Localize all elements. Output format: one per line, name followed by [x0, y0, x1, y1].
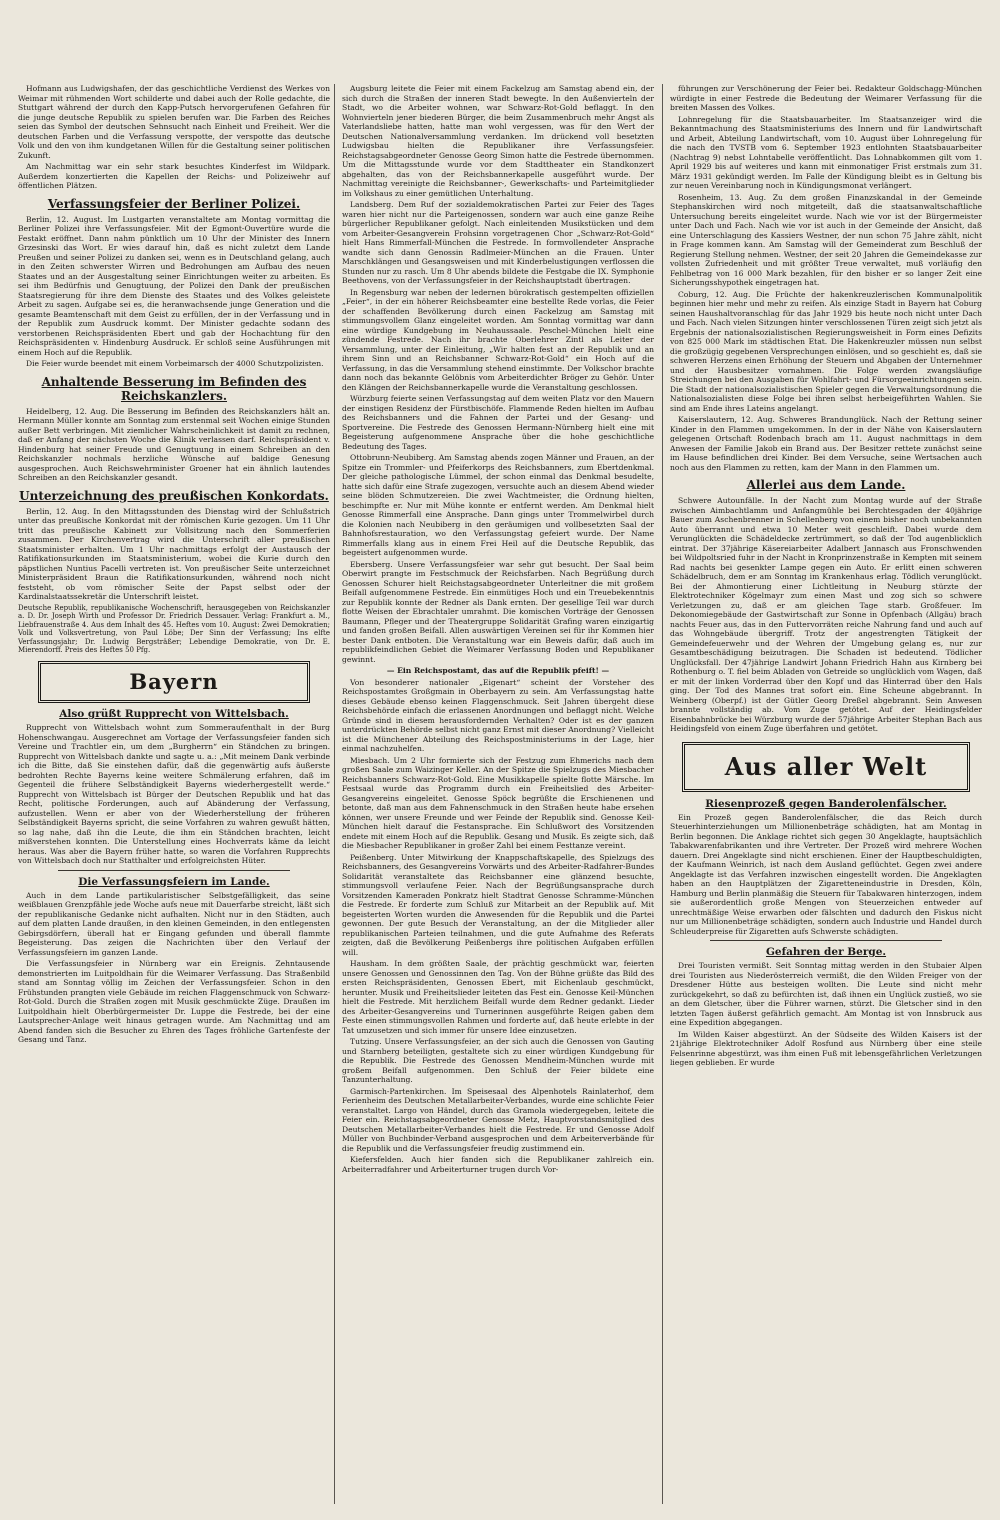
article-text: Von besonderer nationaler „Eigenart“ scheint der Vorsteher des Reichspostamtes Großgmain in Oberbayern zu sein. Am Verfassungstag hatte dieses Gebäude ebenso keinen Flaggenschmuck. Seit Jahren übergeht diese Reichsbehörde einfach die erlassenen Anordnungen und beflaggt nicht. Welche Gründe sind in diesem herausfordernden Verhalten? Oder ist es der ganzen unterdrückten Behörde selbst nicht ganz Ernst mit dieser Anordnung? Vielleicht ist die Münchener Abteilung des Reichspostministeriums in der Lage, hier einmal nachzuhelfen.: [342, 677, 654, 753]
article-text: Würzburg feierte seinen Verfassungstag auf dem weiten Platz vor den Mauern der einstigen Residenz der Fürstbischöfe. Flammende Reden hielten im Aufbau des Reichsbanners und die Fahnen der Partei und der Gesang- und Sportvereine. Die Festrede des Genossen Hermann-Nürnberg hielt eine mit Begeisterung aufgenommene Ansprache über die hohe geschichtliche Bedeutung des Tages.: [342, 394, 654, 451]
article-text: Hausham. In dem größten Saale, der prächtig geschmückt war, feierten unsere Genossen und Genossinnen den Tag. Von der Bühne grüßte das Bild des ersten Reichspräsidenten, Genossen Ebert, mit Eichenlaub geschmückt, herunter. Musik und Freiheitslieder leiteten das Fest ein. Genosse Keil-München hielt die Festrede. Mit herzlichem Beifall wurde dem Redner gedankt. Lieder des Arbeiter-Gesangvereins und Turnerinnen ausgeführte Reigen gaben dem Feste einen stimmungsvollen Rahmen und forderte auf, daß heute erlebte in der Tat umzusetzen und sich immer für unsere Idee einzusetzen.: [342, 959, 654, 1035]
article-text: Hofmann aus Ludwigshafen, der das geschichtliche Verdienst des Werkes von Weimar mit rühmenden Wort schilderte und dabei auch der Rolle gedachte, die Stuttgart während der durch den Kapp-Putsch hervorgerufenen Gefahren für die junge deutsche Republik zu spielen berufen war. Die Farben des Reiches seien das Symbol der deutschen Sehnsucht nach Einheit und Freiheit. Wer die deutschen Farben und die Verfassung verspotte, der verspotte das deutsche Volk und den von ihm kundgetanen Willen für die Gestaltung seiner politischen Zukunft.: [18, 84, 330, 160]
notice-text: Deutsche Republik, republikanische Wochenschrift, herausgegeben von Reichskanzler a. D. Dr. Joseph Wirth und Professor Dr. Friedrich Dessauer. Verlag: Frankfurt a. M., Liebfrauenstraße 4. Aus dem Inhalt des 45. Heftes vom 10. August: Zwei Demokratien; Volk und Volksvertretung, von Paul Löbe; Der Sinn der Verfassung; Ins elfte Verfassungsjahr; Dr. Ludwig Bergsträßer; Lebendige Demokratie, von Dr. E. Mierendorff. Preis des Heftes 50 Pfg.: [18, 603, 330, 655]
article-text: Heidelberg, 12. Aug. Die Besserung im Befinden des Reichskanzlers hält an. Hermann Müller konnte am Sonntag zum erstenmal seit Wochen einige Stunden außer Bett verbringen. Mit ziemlicher Wahrscheinlichkeit ist damit zu rechnen, daß er Anfang der nächsten Woche die Klinik verlassen darf. Reichspräsident v. Hindenburg hat seiner Freude und Genugtuung in einem Schreiben an den Reichskanzler nochmals herzliche Wünsche auf baldige Genesung ausgesprochen. Auch Reichswehrminister Groener hat ein ähnlich lautendes Schreiben an den Reichskanzler gesandt.: [18, 406, 330, 482]
divider: [710, 940, 942, 941]
section-box-aus-aller-welt: Aus aller Welt: [682, 742, 970, 792]
article-text: Rosenheim, 13. Aug. Zu dem großen Finanzskandal in der Gemeinde Stephanskirchen wird noch mitgeteilt, daß die staatsanwaltschaftliche Untersuchung bereits eingeleitet wurde. Nach wie vor ist der Bürgermeister unter Dach und Fach. Nach wie vor ist auch in der Gemeinde der Ansicht, daß eine Unterschlagung des Kassiers Westner, der nun schon 75 Jahre zählt, nicht in Frage kommen kann. Am Samstag will der Gemeinderat zum Beschluß der Regierung Stellung nehmen. Westner, der seit 20 Jahren die Gemeindekasse zur vollsten Zufriedenheit und mit größter Treue verwaltet, muß vorläufig den Fehlbetrag von 16 000 Mark bezahlen, für den bisher er so langer Zeit eine Sicherungsshypothek eingetragen hat.: [670, 192, 982, 287]
article-text: Lohnregelung für die Staatsbauarbeiter. Im Staatsanzeiger wird die Bekanntmachung des Staatsministeriums des Innern und für Landwirtschaft und Arbeit, Abteilung Landwirtschaft, vom 10. August über Lohnregelung für die nach den TVSTB vom 6. September 1923 entlohnten Staatsbauarbeiter (Nachtrag 9) nebst Lohntabelle veröffentlicht. Das Lohnabkommen gilt vom 1. April 1929 bis auf weiteres und kann mit einmonatiger Frist erstmals zum 31. März 1931 gekündigt werden. Im Falle der Kündigung bleibt es in Geltung bis zur neuen Vereinbarung noch in Kündigungsmonat verlängert.: [670, 114, 982, 190]
divider: [58, 870, 290, 871]
article-text: Kaiserslautern, 12. Aug. Schweres Brandunglück. Nach der Rettung seiner Kinder in den Flammen umgekommen. In der in der Nähe von Kaiserslautern gelegenen Ortschaft Rodenbach brach am 11. August nachmittags in dem Anwesen der Familie Jakob ein Brand aus. Der Besitzer rettete zunächst seine im Hause befindlichen drei Kinder. Bei dem Versuche, seine Wertsachen auch noch aus den Flammen zu retten, kam der Mann in den Flammen um.: [670, 415, 982, 472]
article-text: In Regensburg war neben der ledernen bürokratisch gestempelten offiziellen „Feier“, in der ein höherer Reichsbeamter eine bestellte Rede vorlas, die Feier der schaffenden Bevölkerung durch einen Fackelzug am Samstag mit stimmungsvollem Glanz eingeleitet worden. Am Sonntag vormittag war dann eine würdige Kundgebung im Neuhaussaale. Peschel-München hielt eine zündende Festrede. Nach ihr brachte Oberlehrer Zintl als Leiter der Versammlung, unter der Einleitung, „Wir halten fest an der Republik und an ihrem Sinn und an Reichsbanner Schwarz-Rot-Gold“ ein Hoch auf die Verfassung, in das die Versammlung stehend einstimmte. Der Volkschor brachte dann noch das bekannte Gelöbnis vom Arbeiterdichter Bröger zu Gehör. Unter den Klängen der Reichsbannerkapelle wurde die Veranstaltung geschlossen.: [342, 287, 654, 392]
headline: Also grüßt Rupprecht von Wittelsbach.: [59, 708, 289, 721]
article-text: Ebersberg. Unsere Verfassungsfeier war sehr gut besucht. Der Saal beim Oberwirt prangte im Festschmuck der Reichsfarben. Nach Begrüßung durch Genossen Schurer hielt Reichstagsabgeordneter Unterleitner die mit großem Beifall aufgenommene Festrede. Ein einmütiges Hoch und ein Treuebekenntnis zur Republik konnte der Redner als Dank ernten. Der gesellige Teil war durch flotte Weisen der Ebrachtaler umrahmt. Die komischen Vorträge der Genossen Baumann, Pfleger und der Theatergruppe Solidarität Grafing waren einzigartig und fanden großen Beifall. Allen auswärtigen Vereinen sei für ihr Kommen hier bester Dank entboten. Die Veranstaltung war ein Beweis dafür, daß auch im republikfeindlichen Gebiet die Weimarer Verfassung Boden und Republikaner gewinnt.: [342, 559, 654, 664]
article-text: Peißenberg. Unter Mitwirkung der Knappschaftskapelle, des Spielzugs des Reichsbanners, des Gesangvereins Vorwärts und des Arbeiter-Radfahrer-Bundes Solidarität veranstaltete das Reichsbanner eine glänzend besuchte, stimmungsvoll verlaufene Feier. Nach der Begrüßungsansprache durch Vorsitzenden Kameraden Ponkratz hielt Stadtrat Genosse Schramme-München die Festrede. Er forderte zum Schluß zur Mitarbeit an der Republik auf. Mit begeisterten Worten wurden die Anwesenden für die Republik und die Partei gewonnen. Der gute Besuch der Veranstaltung, an der die Mitglieder aller republikanischen Parteien teilnahmen, und die gute Aufnahme des Referats zeigten, daß die Bevölkerung Peißenbergs ihre politischen Aufgaben erfüllen will.: [342, 852, 654, 957]
article-text: Augsburg leitete die Feier mit einem Fackelzug am Samstag abend ein, der sich durch die Straßen der inneren Stadt bewegte. In den Außenvierteln der Stadt, wo die Arbeiter wohnen, war Schwarz-Rot-Gold beflaggt. In den Wohnvierteln jener biederen Bürger, die beim Zusammenbruch mehr Angst als Vaterlandsliebe hatten, hatte man wohl vergessen, was für den Wert der Deutschen Nationalversammlung verdanken. Im drückend voll besetzten Ludwigsbau hielten die Republikaner ihre Verfassungsfeier. Reichstagsabgeordneter Genosse Georg Simon hatte die Festrede übernommen. Um die Mittagsstunde wurde vor dem Stadttheater ein Standkonzert abgehalten, das von der Reichsbannerkapelle ausgeführt wurde. Der Nachmittag vereinigte die Reichsbanner-, Gewerkschafts- und Parteimitglieder im Volkshaus zu einer gemütlichen Unterhaltung.: [342, 84, 654, 198]
article-text: Schwere Autounfälle. In der Nacht zum Montag wurde auf der Straße zwischen Aimbachtlamm und Anfangmühle bei Berchtesgaden der 40jährige Bauer zum Aschenbrenner in Schellenberg von einem bisher noch unbekannten Auto überrannt und etwa 10 Meter weit geschleift. Dabei wurde dem Verunglückten die Schädeldecke zertrümmert, so daß der Tod augenblicklich eintrat. Der 37jährige Käsereiarbeiter Adalbert Jannasch aus Fronschwenden bei Wildpoltsried fuhr in der Nacht in Kronprinzenstraße in Kempten mit seinem Rad nachts bei gesenkter Lampe gegen ein Auto. Er erlitt einen schweren Schädelbruch, dem er am Sonntag im Krankenhaus erlag. Tödlich verunglückt. Bei der Ahmontierung einer Lichtleitung in Neuburg stürzte der Elektrotechniker Kögelmayr zum einen Mast und zog sich so schwere Verletzungen zu, daß er am gleichen Tage starb. Großfeuer. Im Dekonomiegebäude der Gastwirtschaft zur Sonne in Opfenbach (Allgäu) brach nachts Feuer aus, das in den Futtervorräten reiche Nahrung fand und auch auf das Wohngebäude übergriff. Trotz der angestrengten Tätigkeit der Gemeindefeuerwehr und der Wehren der Umgebung gelang es, nur zur Gesamtbeschädigung beizutragen. Die Schaden ist bedeutend. Tödlicher Unglücksfall. Der 47jährige Landwirt Johann Friedrich Hahn aus Kirnberg bei Rothenburg o. T. fiel beim Abladen von Getreide so unglücklich vom Wagen, daß er mit der linken Vorderrad über den Kopf und das Hinterrad über den Hals ging. Der Tod des Mannes trat sofort ein. Eine Scheune abgebrannt. In Weinberg (Oberpf.) ist der Gütler Georg Dreßel abgebrannt. Sein Anwesen brannte vollständig ab. Vom Zuge getötet. Auf der Heidingsfelder Eisenbahnbrücke bei Würzburg wurde der 57jährige Arbeiter Stephan Bach aus Heidingsfeld von einem Zuge überfahren und getötet.: [670, 496, 982, 733]
article-text: Am Nachmittag war ein sehr stark besuchtes Kinderfest im Wildpark. Außerdem konzertierten die Kapellen der Reichs- und Polizeiwehr auf öffentlichen Plätzen.: [18, 162, 330, 190]
headline: Unterzeichnung des preußischen Konkordats.: [19, 488, 329, 503]
headline: Verfassungsfeier der Berliner Polizei.: [47, 196, 301, 211]
article-text: Berlin, 12. August. Im Lustgarten veranstaltete am Montag vormittag die Berliner Polizei ihre Verfassungsfeier. Mit der Egmont-Ouvertüre wurde die Festakt eröffnet. Dann nahm pünktlich um 10 Uhr der Minister des Innern Grzesinski das Wort. Er wies darauf hin, daß es nicht zuletzt dem Lande Preußen und seiner Polizei zu danken sei, wenn es in Deutschland gelang, auch in den Zeiten schwerster Wirren und Bedrohungen am Aufbau des neuen Staates und an der Ausgestaltung seiner Einrichtungen weiter zu arbeiten. Es sei ihm Bedürfnis und Genugtuung, der Polizei den Dank der preußischen Staatsregierung für ihre dem Dienste des Staates und des Volkes geleistete Arbeit zu sagen. Aufgabe sei es, die heranwachsende junge Generation und die gesamte Beamtenschaft mit dem Geist zu erfüllen, der in der Verfassung und in der Republik zum Ausdruck kommt. Der Minister gedachte sodann des verstorbenen Reichspräsidenten Ebert und gab der Hochachtung für den Reichspräsidenten v. Hindenburg Ausdruck. Er schloß seine Ausführungen mit einem Hoch auf die Republik.: [18, 214, 330, 357]
column-3: [670, 84, 982, 1070]
headline: Riesenprozeß gegen Banderolenfälscher.: [705, 797, 947, 810]
subhead: — Ein Reichspostamt, das auf die Republik pfeift! —: [386, 666, 610, 675]
article-text: Tutzing. Unsere Verfassungsfeier, an der sich auch die Genossen von Gauting und Starnberg beteiligten, gestaltete sich zu einer würdigen Kundgebung für die Republik. Die Festrede des Genossen Mendheim-München wurde mit großem Beifall aufgenommen. Den Schluß der Feier bildete eine Tanzunterhaltung.: [342, 1037, 654, 1084]
article-text: Landsberg. Dem Ruf der sozialdemokratischen Partei zur Feier des Tages waren hier nicht nur die Parteigenossen, sondern war auch eine ganze Reihe bürgerlicher Republikaner gefolgt. Nach einleitenden Musikstücken und dem vom Arbeiter-Gesangverein Frohsinn vorgetragenen Chor „Schwarz-Rot-Gold“ hielt Hans Rimmerfall-München die Festrede. In formvollendeter Ansprache wandte sich dann Genossin Radlmeier-München an die Frauen. Unter Marschklängen und Gesangsweisen und mit Kinderbelustigungen verflossen die Stunden nur zu rasch. Um 8 Uhr abends bildete die Festgabe die IX. Symphonie Beethovens, von der Verfassungsfeier in der Reichshauptstadt übertragen.: [342, 200, 654, 285]
article-text: Drei Touristen vermißt. Seit Sonntag mittag werden in den Stubaier Alpen drei Touristen aus Niederösterreich vermißt, die den Wilden Freiger von der Dresdener Hütte aus besteigen wollten. Die Leute sind nicht mehr zurückgekehrt, so daß zu befürchten ist, daß ihnen ein Unglück zustieß, wo sie an dem Gletscher, über die Führer warnen, stürzt. Die Gletscher sind in den letzten Tagen äußerst gefährlich gemacht. Am Montag ist von Innsbruck aus eine Expedition abgegangen.: [670, 961, 982, 1027]
headline: Anhaltende Besserung im Befinden des Reichskanzlers.: [41, 374, 307, 403]
article-text: Miesbach. Um 2 Uhr formierte sich der Festzug zum Ehmerichs nach dem großen Saale zum Waizinger Keller. An der Spitze die Spielzugs des Miesbacher Reichsbanners Schwarz-Rot-Gold. Eine Musikkapelle spielte flotte Märsche. Im Festsaal wurde das Programm durch ein Freiheitslied des Arbeiter-Gesangvereins eingeleitet. Genosse Spöck begrüßte die Erschienenen und betonte, daß man aus dem Fahnenschmuck in den Straßen heute habe ersehen können, wer unsere Freunde und wer Feinde der Republik sind. Genosse Keil-München hielt darauf die Festansprache. Ein Schlußwort des Vorsitzenden endete mit einem Hoch auf die Republik. Gesang und Musik. Es zeigte sich, daß die Miesbacher Republikaner in großer Zahl bei einem Festtanze vereint.: [342, 755, 654, 850]
article-text: Kiefersfelden. Auch hier fanden sich die Republikaner zahlreich ein. Arbeiterradfahrer und Arbeiterturner trugen durch Vor-: [342, 1155, 654, 1174]
article-text: Coburg, 12. Aug. Die Früchte der hakenkreuzlerischen Kommunalpolitik beginnen hier mehr und mehr zu reifen. Als einzige Stadt in Bayern hat Coburg seinen Haushaltvoranschlag für das Jahr 1929 bis heute noch nicht unter Dach und Fach. Nach vielen Sitzungen hinter verschlossenen Türen zeigt sich jetzt als Ergebnis der nationalsozialistischen Regierungsweisheit in Form eines Defizits von 825 000 Mark im städtischen Etat. Die Hakenkreuzler müssen nun selbst die großzügig gegebenen Versprechungen einlösen, und so geschieht es, daß sie schweren Herzens einen Erhöhung der Steuern und Abgaben der Unternehmer und der Hausbesitzer vornahmen. Die Folge werden zwangsläufige Streichungen bei den Ausgaben für Wohlfahrt- und Fürsorgeeinrichtungen sein. Die Stadt der nationalsozialistischen Spieler gegen die Verwaltungsordnung die Nationalsozialisten diese Folge bei ihren selbst herbeigeführten Wahlen. Sie sind am Ende ihres Lateins angelangt.: [670, 289, 982, 413]
article-text: Rupprecht von Wittelsbach wohnt zum Sommeraufenthalt in der Burg Hohenschwangau. Ausgerechnet am Vortage der Verfassungsfeier fanden sich Vereine und Trachtler ein, um dem „Burgherrn“ ein Ständchen zu bringen. Rupprecht von Wittelsbach dankte und sagte u. a.: „Mit meinem Dank verbinde ich die Bitte, daß Sie einstehen dafür, daß die gegenwärtig aufs äußerste bedrohten Rechte Bayerns keine weitere Schmälerung erfahren, daß im Gegenteil die frühere Selbständigkeit Bayerns wiederhergestellt werde.“ Rupprecht von Wittelsbach ist Bürger der Deutschen Republik und hat das Recht, politische Forderungen, auch auf Abänderung der Verfassung, aufzustellen. Wenn er aber von der Wiederherstellung der früheren Selbständigkeit Bayerns spricht, die seine Vorfahren zu wahren gewußt hätten, so lag nahe, daß ihn die Leute, die ihm ein Ständchen brachten, leicht mißverstehen konnten. Die Unterstellung eines Hochverrats käme da leicht heraus. Was aber die Bayern früher hatte, so waren die Vorfahren Rupprechts von Wittelsbach doch nur Statthalter und erfolgreichsten Hüter.: [18, 723, 330, 866]
column-rule: [662, 84, 663, 1504]
article-text: Im Wilden Kaiser abgestürzt. An der Südseite des Wilden Kaisers ist der 21jährige Elektrotechniker Adolf Rosfund aus Nürnberg über eine steile Felsenrinne abgestürzt, was ihm einen Fuß mit lebensgefährlichen Verletzungen liegen geblieben. Er wurde: [670, 1029, 982, 1067]
column-1: [18, 84, 330, 1047]
article-text: führungen zur Verschönerung der Feier bei. Redakteur Goldschagg-München würdigte in einer Festrede die Bedeutung der Weimarer Verfassung für die breiten Massen des Volkes.: [670, 84, 982, 112]
headline: Die Verfassungsfeiern im Lande.: [78, 875, 270, 888]
headline: Allerlei aus dem Lande.: [746, 478, 906, 492]
article-text: Die Feier wurde beendet mit einem Vorbeimarsch der 4000 Schutzpolizisten.: [26, 359, 324, 368]
article-text: Garmisch-Partenkirchen. Im Speisesaal des Alpenhotels Rainlaterhof, dem Ferienheim des Deutschen Metallarbeiter-Verbandes, wurde eine schlichte Feier veranstaltet. Largo von Händel, durch das Gramola wiedergegeben, leitete die Feier ein. Reichstagsabgeordneter Genosse Metz, Hauptvorstandsmitglied des Deutschen Metallarbeiter-Verbandes hielt die Festrede. Er und Genosse Adolf Müller von Buchbinder-Verband ausgesprochen und dem Arbeiterverbände für die Republik und die Verfassungsfeier freudig zustimmend ein.: [342, 1086, 654, 1153]
article-text: Auch in dem Lande partikularistischer Selbstgefälligkeit, das seine weißblauen Grenzpfähle jede Woche aufs neue mit Dauerfarbe streicht, läßt sich der republikanische Gedanke nicht aufhalten. Nicht nur in den Städten, auch auf dem platten Lande draußen, in den kleinen Gemeinden, in den entlegensten Gebirgsdörfern, überall hat er Eingang gefunden und überall flammte Begeisterung. Das zeigen die Nachrichten über den Verlauf der Verfassungsfeiern im ganzen Lande.: [18, 890, 330, 957]
article-text: Die Verfassungsfeier in Nürnberg war ein Ereignis. Zehntausende demonstrierten im Luitpoldhain für die Weimarer Verfassung. Das Straßenbild stand am Sonntag völlig im Zeichen der Verfassungsfeier. Schon in den Frühstunden prangten viele Gebäude im reichen Flaggenschmuck von Schwarz-Rot-Gold. Durch die Straßen zogen mit Musik geschmückte Züge. Draußen im Luitpoldhain hielt Oberbürgermeister Dr. Luppe die Festrede, bei der eine Lautsprecher-Anlage weit hinaus getragen wurde. Am Nachmittag und am Abend fanden sich die Besucher zu Ehren des Tages fröhliche Gartenfeste der Gesang und Tanz.: [18, 959, 330, 1045]
article-text: Ottobrunn-Neubiberg. Am Samstag abends zogen Männer und Frauen, an der Spitze ein Trommler- und Pfeiferkorps des Reichsbanners, zum Ebertdenkmal. Der gleiche pathologische Lümmel, der schon einmal das Denkmal besudelte, hatte sich dafür eine Strafe zugezogen, versuchte auch an diesem Abend wieder seine blöden Schmutzereien. Die zwei Wachtmeister, die Ordnung hielten, beschimpfte er. Nur mit Mühe konnte er entfernt werden. Am Denkmal hielt Genosse Rimmerfall eine Ansprache. Dann gings unter Trommelwirbel durch die Kolonien nach Neubiberg in den geräumigen und vollbesetzten Saal der Bahnhofsrestauration, wo den Verfassungstag gefeiert wurde. Der Name Rimmerfalls klang aus in einem Frei Heil auf die Deutsche Republik, das begeistert aufgenommen wurde.: [342, 453, 654, 557]
article-text: Ein Prozeß gegen Banderolenfälscher, die das Reich durch Steuerhinterziehungen um Millionenbeträge schädigten, hat am Montag in Berlin begonnen. Die Anklage richtet sich gegen 30 Angeklagte, hauptsächlich Tabakwarenfabrikanten und ihre Vertreter. Der Prozeß wird mehrere Wochen dauern. Drei Angeklagte sind nicht erschienen. Einer der Hauptbeschuldigten, der Kaufmann Weinrich, ist nach dem Ausland geflüchtet. Gegen zwei andere Angeklagte ist das Verfahren inzwischen eingestellt worden. Die Angeklagten haben an den Hauptplätzen der Zigaretteneindustrie in Dresden, Köln, Hamburg und Berlin planmäßig die Steuern für Tabakwaren hinterzogen, indem sie außerordentlich große Mengen von Steuerzeichen entweder auf unrechtmäßige Weise erwarben oder fälschten und dadurch den Fiskus nicht nur um Millionenbeträge schädigten, sondern auch Industrie und Handel durch Schleuderpreise für Zigaretten aufs Schwerste schädigten.: [670, 812, 982, 936]
column-rule: [334, 84, 335, 1504]
article-text: Berlin, 12. Aug. In den Mittagsstunden des Dienstag wird der Schlußstrich unter das preußische Konkordat mit der römischen Kurie gezogen. Um 11 Uhr tritt das preußische Kabinett zur Vollsitzung nach den Sommerferien zusammen. Der Kirchenvertrag wird die Unterschrift aller preußischen Staatsminister erhalten. Um 1 Uhr nachmittags erfolgt der Austausch der Ratifikationsurkunden im Staatsministerium, wobei die Kurie durch den päpstlichen Nuntius Pacelli vertreten ist. Von preußischer Seite unterzeichnet Ministerpräsident Braun die Ratifikationsurkunden, während noch nicht feststeht, ob vom römischer Seite der Papst selbst oder der Kardinalstaatssekretär die Unterschrift leistet.: [18, 506, 330, 601]
section-box-bayern: Bayern: [38, 661, 310, 703]
column-2: [342, 84, 654, 1176]
headline: Gefahren der Berge.: [765, 946, 887, 958]
